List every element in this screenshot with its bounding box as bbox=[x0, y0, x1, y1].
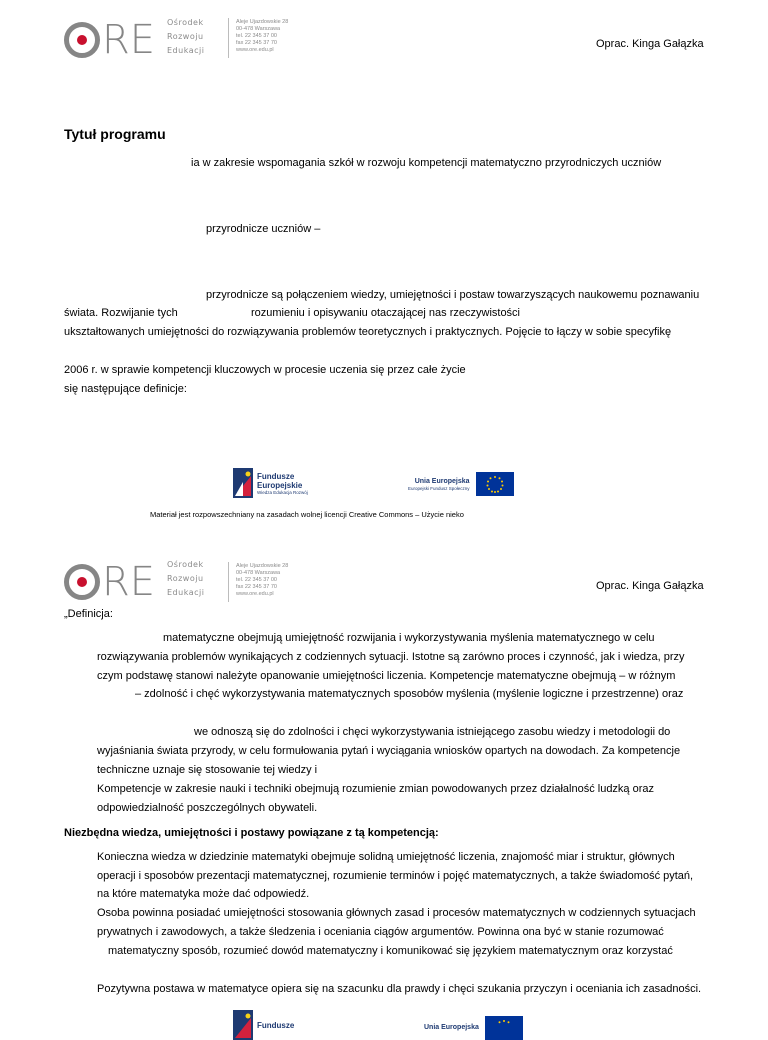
p1-line: ukształtowanych umiejętności do rozwiązywania problemów teoretycznych i praktycznych. Pojęcie to łączy w sobie specyfikę bbox=[64, 326, 672, 338]
ore-logo-o-icon bbox=[64, 22, 100, 58]
ore-logo-text: RE bbox=[102, 559, 156, 605]
p2-line: wyjaśniania świata przyrody, w celu formułowania pytań i wyciągania wniosków opartych na dowodach. Za kompetencje bbox=[97, 745, 681, 757]
p2-line: prywatnych i zawodowych, a także śledzenia i oceniania ciągów argumentów. Powinna ona być w stanie rozumować bbox=[97, 926, 664, 938]
p1-line: rozumieniu i opisywaniu otaczającej nas rzeczywistości bbox=[251, 307, 521, 319]
p2-line: rozwiązywania problemów wynikających z codziennych sytuacji. Istotne są zarówno proces i czynność, jak i wiedza, przy bbox=[97, 651, 685, 663]
institution-name: Ośrodek Rozwoju Edukacji bbox=[167, 18, 205, 55]
fe-logo-icon bbox=[233, 1010, 253, 1040]
eu-logo: Unia Europejska Europejski Fundusz Społeczny bbox=[408, 472, 514, 496]
fe-logo: Fundusze Europejskie Wiedza Edukacja Rozwój bbox=[233, 468, 308, 498]
institution-name: Ośrodek Rozwoju Edukacji bbox=[167, 560, 205, 597]
header-divider bbox=[228, 18, 229, 58]
license-note: Materiał jest rozpowszechniany na zasadach wolnej licencji Creative Commons – Użycie nieko bbox=[150, 510, 464, 519]
p1-line: ia w zakresie wspomagania szkół w rozwoju kompetencji matematyczno przyrodniczych uczniów bbox=[191, 157, 662, 169]
ore-logo-o-icon bbox=[64, 564, 100, 600]
eu-flag-icon bbox=[485, 1016, 523, 1040]
p2-line: we odnoszą się do zdolności i chęci wykorzystywania istniejącego zasobu wiedzy i metodologii do bbox=[194, 726, 671, 738]
p2-line: – zdolność i chęć wykorzystywania matematycznych sposobów myślenia (myślenie logiczne i przestrzenne) oraz bbox=[135, 688, 684, 700]
p1-line: przyrodnicze są połączeniem wiedzy, umiejętności i postaw towarzyszących naukowemu poznawaniu bbox=[206, 289, 700, 301]
p1-line: się następujące definicje: bbox=[64, 383, 187, 395]
p2-line: Pozytywna postawa w matematyce opiera się na szacunku dla prawdy i chęci szukania przyczyn i oceniania ich zasadności. bbox=[97, 983, 702, 995]
program-title: Tytuł programu bbox=[64, 126, 166, 142]
p2-line: czym podstawę stanowi należyte opanowanie umiejętności liczenia. Kompetencje matematyczne obejmują – w różnym bbox=[97, 670, 676, 682]
p2-line: techniczne uznaje się stosowanie tej wiedzy i bbox=[97, 764, 318, 776]
p2-line: Konieczna wiedza w dziedzinie matematyki obejmuje solidną umiejętność liczenia, znajomość miar i struktur, głównych bbox=[97, 851, 675, 863]
ore-logo bbox=[64, 17, 156, 63]
ore-logo bbox=[64, 559, 156, 605]
p1-line: 2006 r. w sprawie kompetencji kluczowych w procesie uczenia się przez całe życie bbox=[64, 364, 466, 376]
p2-line: operacji i sposobów prezentacji matematycznej, rozumienie terminów i pojęć matematycznych, a także świadomość pytań, bbox=[97, 870, 694, 882]
ore-logo-text: RE bbox=[102, 17, 156, 63]
institution-address: Aleje Ujazdowskie 28 00-478 Warszawa tel. 22 345 37 00 fax 22 345 37 70 www.ore.edu.pl bbox=[236, 19, 289, 53]
p2-line: „Definicja: bbox=[64, 608, 113, 620]
author-label: Oprac. Kinga Gałązka bbox=[596, 580, 704, 592]
p1-line: świata. Rozwijanie tych bbox=[64, 307, 178, 319]
fe-logo: Fundusze bbox=[233, 1010, 294, 1040]
p2-line: matematyczne obejmują umiejętność rozwijania i wykorzystywania myślenia matematycznego w celu bbox=[163, 632, 655, 644]
eu-logo: Unia Europejska bbox=[424, 1016, 523, 1040]
section-heading: Niezbędna wiedza, umiejętności i postawy powiązane z tą kompetencją: bbox=[64, 827, 439, 839]
p1-line: przyrodnicze uczniów – bbox=[206, 223, 321, 235]
p2-line: Kompetencje w zakresie nauki i techniki obejmują rozumienie zmian powodowanych przez działalność ludzką oraz bbox=[97, 783, 655, 795]
institution-address: Aleje Ujazdowskie 28 00-478 Warszawa tel. 22 345 37 00 fax 22 345 37 70 www.ore.edu.pl bbox=[236, 563, 289, 597]
eu-flag-icon bbox=[476, 472, 514, 496]
header-divider bbox=[228, 562, 229, 602]
p2-line: matematyczny sposób, rozumieć dowód matematyczny i komunikować się językiem matematycznym oraz korzystać bbox=[108, 945, 673, 957]
p2-line: odpowiedzialność poszczególnych obywateli. bbox=[97, 802, 318, 814]
author-label: Oprac. Kinga Gałązka bbox=[596, 38, 704, 50]
p2-line: Osoba powinna posiadać umiejętności stosowania głównych zasad i procesów matematycznych w codziennych sytuacjach bbox=[97, 907, 696, 919]
p2-line: na które matematyka może dać odpowiedź. bbox=[97, 888, 310, 900]
fe-logo-icon bbox=[233, 468, 253, 498]
